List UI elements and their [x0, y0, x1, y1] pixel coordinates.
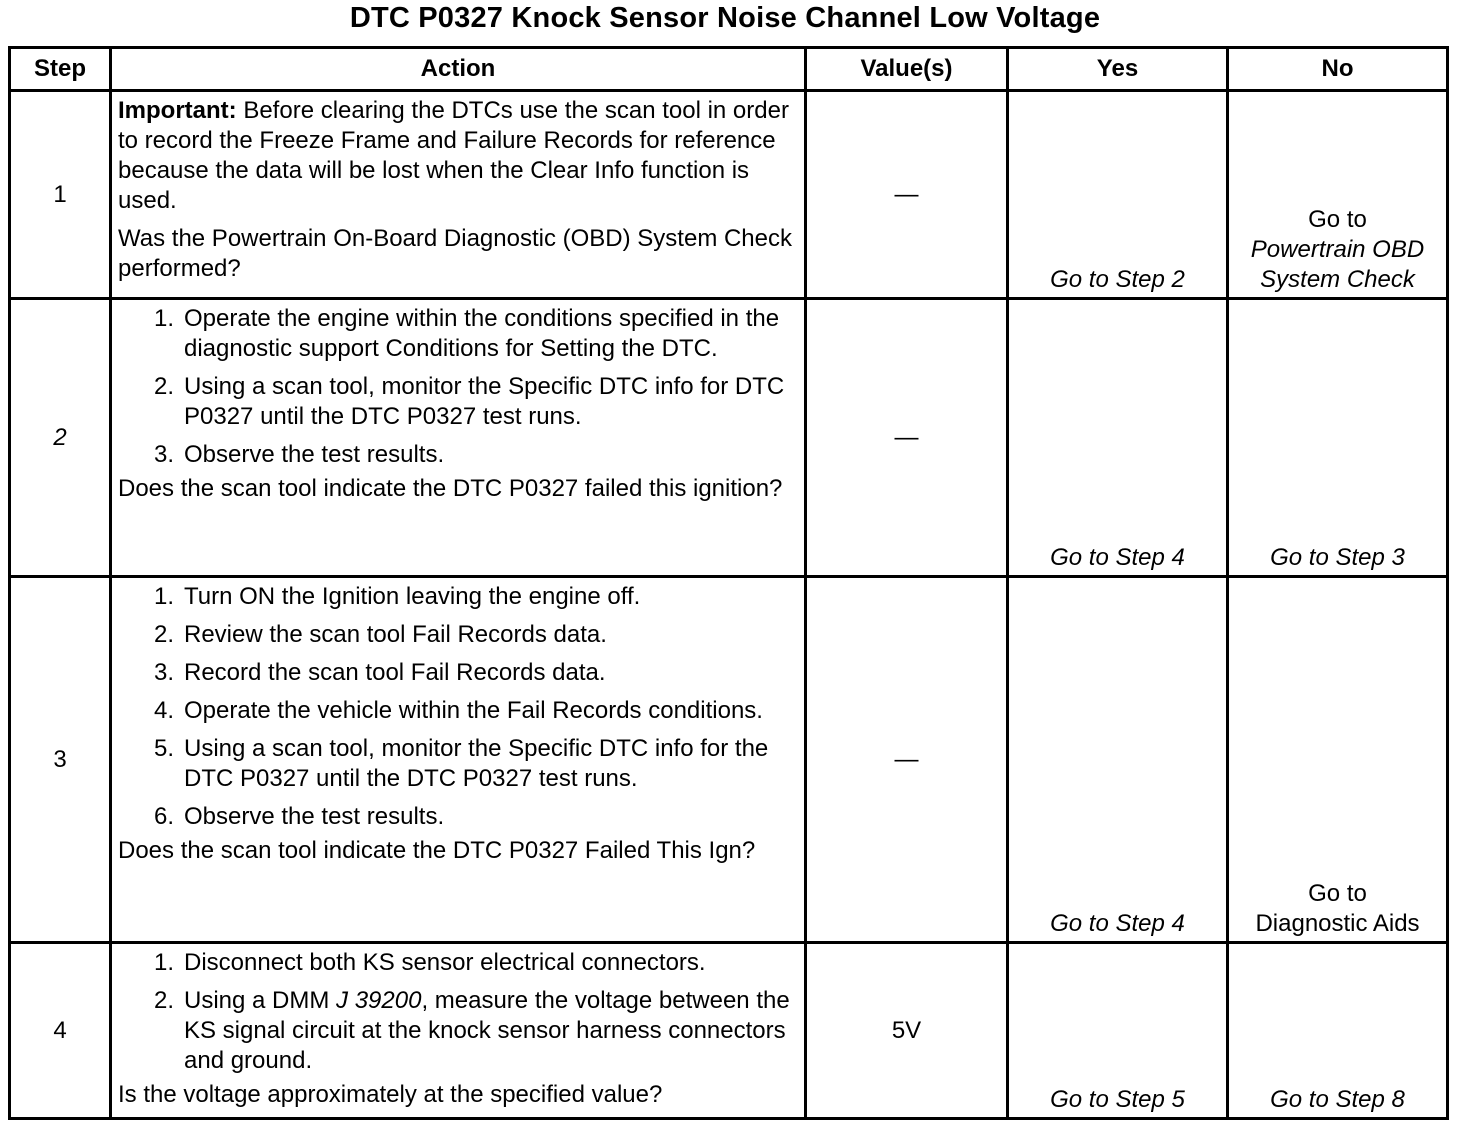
important-text: Before clearing the DTCs use the scan tool in order to record the Freeze Frame and Failure Records for reference because the data will be lost when the Clear Info function is used.: [118, 97, 789, 214]
page-title: DTC P0327 Knock Sensor Noise Channel Low Voltage: [349, 2, 1101, 34]
step-number: 1: [10, 91, 111, 299]
column-header-step: Step: [10, 48, 111, 91]
action-cell: [111, 91, 806, 299]
table-row: [10, 91, 1448, 299]
column-header-yes: Yes: [1008, 48, 1228, 91]
list-item: 6. Observe the test results.: [153, 803, 445, 830]
no-cell: Go to Step 3: [1228, 299, 1448, 577]
action-question: Does the scan tool indicate the DTC P0327 failed this ignition?: [118, 475, 783, 502]
value-cell: 5V: [806, 943, 1008, 1119]
action-cell: [111, 577, 806, 943]
table-row: [10, 943, 1448, 1119]
step-number: 3: [10, 577, 111, 943]
list-item: 1. Disconnect both KS sensor electrical connectors.: [153, 949, 706, 976]
list-item: 1. Operate the engine within the conditions specified in the diagnostic support Conditions for Setting the DTC.: [153, 305, 780, 362]
no-cell: Go to Step 8: [1228, 943, 1448, 1119]
table-row: [10, 577, 1448, 943]
no-text-line2: Diagnostic Aids: [1255, 910, 1420, 937]
table-header-row: [10, 48, 1448, 91]
list-item: 5. Using a scan tool, monitor the Specific DTC info for the DTC P0327 until the DTC P0327 test runs.: [153, 735, 769, 792]
yes-cell: Go to Step 5: [1008, 943, 1228, 1119]
list-item: 4. Operate the vehicle within the Fail Records conditions.: [153, 697, 763, 724]
no-link-text: Powertrain OBD System Check: [1250, 236, 1425, 293]
yes-cell: Go to Step 4: [1008, 299, 1228, 577]
tool-number: J 39200: [336, 987, 422, 1014]
important-label: Important:: [118, 97, 237, 124]
action-list: [118, 304, 798, 470]
action-list: [118, 948, 798, 1076]
step-number: 4: [10, 943, 111, 1119]
no-cell: [1228, 577, 1448, 943]
list-item: 2. Using a scan tool, monitor the Specific DTC info for DTC P0327 until the DTC P0327 test runs.: [153, 373, 785, 430]
column-header-action: Action: [111, 48, 806, 91]
column-header-values: Value(s): [806, 48, 1008, 91]
value-cell: —: [806, 91, 1008, 299]
list-item: 1. Turn ON the Ignition leaving the engine off.: [153, 583, 641, 610]
yes-cell: Go to Step 2: [1008, 91, 1228, 299]
no-text-line1: Go to: [1308, 206, 1367, 233]
action-cell: [111, 943, 806, 1119]
list-item: 2. Review the scan tool Fail Records data.: [153, 621, 607, 648]
no-text-line1: Go to: [1308, 880, 1367, 907]
action-question: Was the Powertrain On-Board Diagnostic (OBD) System Check performed?: [118, 225, 793, 282]
yes-cell: Go to Step 4: [1008, 577, 1228, 943]
action-list: [118, 582, 798, 832]
column-header-no: No: [1228, 48, 1448, 91]
value-cell: —: [806, 577, 1008, 943]
action-question: Does the scan tool indicate the DTC P0327 Failed This Ign?: [118, 837, 756, 864]
table-row: [10, 299, 1448, 577]
list-item: 3. Observe the test results.: [153, 441, 445, 468]
list-item: 2. Using a DMM J 39200, measure the voltage between the KS signal circuit at the knock sensor harness connectors and ground.: [153, 987, 790, 1074]
list-item: 3. Record the scan tool Fail Records data.: [153, 659, 606, 686]
no-cell: [1228, 91, 1448, 299]
action-question: Is the voltage approximately at the specified value?: [118, 1081, 663, 1108]
value-cell: —: [806, 299, 1008, 577]
diagnostic-table: [8, 46, 1449, 1120]
step-number: 2: [10, 299, 111, 577]
important-note: [118, 96, 798, 216]
action-cell: [111, 299, 806, 577]
